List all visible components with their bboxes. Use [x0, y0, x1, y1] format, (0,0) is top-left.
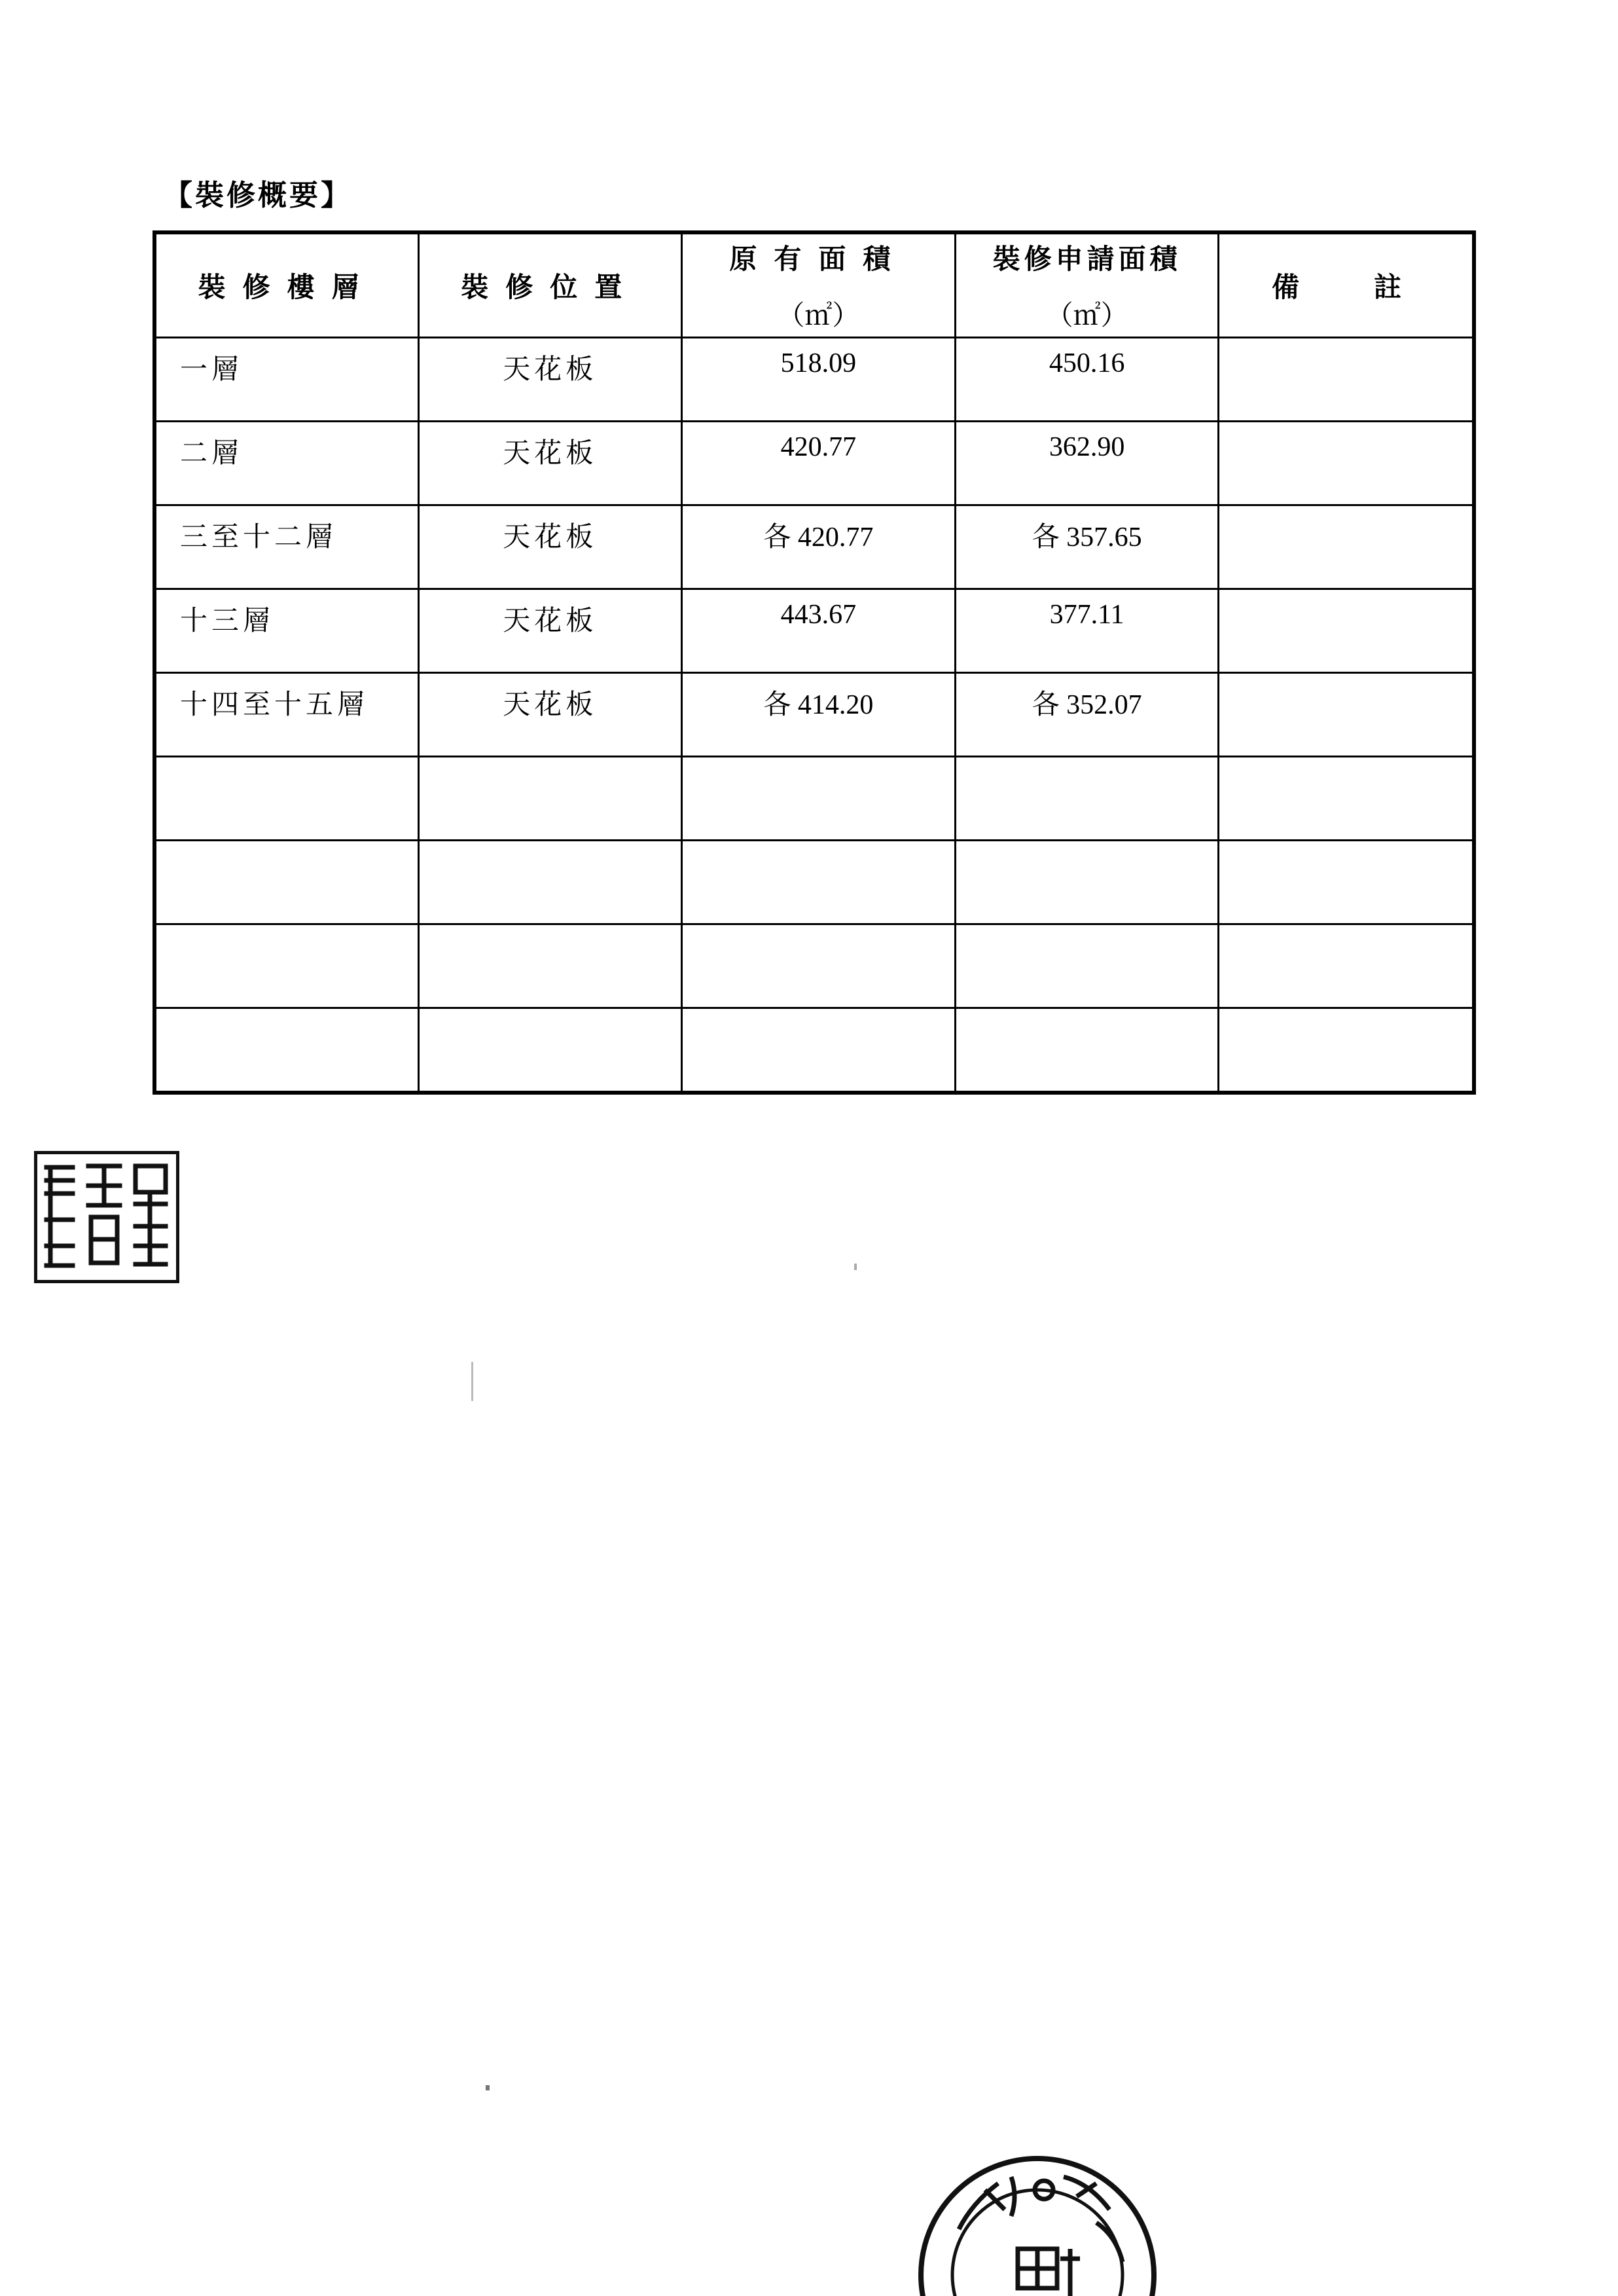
table-row [154, 673, 1474, 757]
remarks-cell [1218, 422, 1474, 505]
header-applied-area [956, 232, 1219, 338]
floor-cell [154, 841, 419, 924]
position-cell: 天花板 [419, 589, 681, 673]
remarks-cell [1218, 673, 1474, 757]
applied-area-cell [956, 757, 1219, 841]
original-area-cell [681, 924, 956, 1008]
section-title: 【裝修概要】 [164, 179, 352, 212]
header-original-area-label: 原有面積 [729, 243, 908, 275]
table-row [154, 757, 1474, 841]
floor-cell: 十三層 [154, 589, 419, 673]
remarks-cell [1218, 924, 1474, 1008]
remarks-cell [1218, 589, 1474, 673]
applied-area-cell: 377.11 [956, 589, 1219, 673]
table-row [154, 422, 1474, 505]
original-area-cell [681, 757, 956, 841]
floor-cell [154, 1008, 419, 1093]
floor-cell [154, 757, 419, 841]
original-area-cell: 420.77 [681, 422, 956, 505]
header-original-area [681, 232, 956, 338]
table-header-row [154, 232, 1474, 338]
remarks-cell [1218, 338, 1474, 422]
renovation-summary-table [153, 230, 1476, 1095]
floor-cell: 二層 [154, 422, 419, 505]
floor-cell: 三至十二層 [154, 505, 419, 589]
remarks-cell [1218, 757, 1474, 841]
original-area-cell: 443.67 [681, 589, 956, 673]
position-cell: 天花板 [419, 422, 681, 505]
header-applied-area-unit: （㎡） [1045, 299, 1128, 331]
square-seal-icon [34, 1151, 179, 1283]
table-row [154, 505, 1474, 589]
header-remarks-char-1: 備 [1271, 271, 1299, 303]
floor-cell [154, 924, 419, 1008]
floor-cell: 一層 [154, 338, 419, 422]
table-row [154, 338, 1474, 422]
floor-cell: 十四至十五層 [154, 673, 419, 757]
position-cell: 天花板 [419, 673, 681, 757]
position-cell [419, 1008, 681, 1093]
original-area-cell [681, 1008, 956, 1093]
position-cell [419, 757, 681, 841]
applied-area-cell: 362.90 [956, 422, 1219, 505]
original-area-cell: 各 420.77 [681, 505, 956, 589]
header-remarks-char-2: 註 [1373, 271, 1401, 303]
original-area-cell: 518.09 [681, 338, 956, 422]
applied-area-cell [956, 841, 1219, 924]
table-row [154, 1008, 1474, 1093]
applied-area-cell [956, 924, 1219, 1008]
applied-area-cell [956, 1008, 1219, 1093]
applied-area-cell: 450.16 [956, 338, 1219, 422]
scan-speck [471, 1362, 473, 1401]
position-cell [419, 841, 681, 924]
original-area-cell: 各 414.20 [681, 673, 956, 757]
remarks-cell [1218, 1008, 1474, 1093]
applied-area-cell: 各 352.07 [956, 673, 1219, 757]
remarks-cell [1218, 505, 1474, 589]
position-cell: 天花板 [419, 338, 681, 422]
position-cell [419, 924, 681, 1008]
scan-speck [486, 2085, 490, 2090]
table-row [154, 841, 1474, 924]
header-applied-area-label: 裝修申請面積 [992, 243, 1181, 275]
scan-speck [854, 1264, 857, 1270]
applied-area-cell: 各 357.65 [956, 505, 1219, 589]
header-floor: 裝修樓層 [154, 232, 419, 338]
header-remarks [1218, 232, 1474, 338]
header-position: 裝修位置 [419, 232, 681, 338]
original-area-cell [681, 841, 956, 924]
remarks-cell [1218, 841, 1474, 924]
table-row [154, 924, 1474, 1008]
position-cell: 天花板 [419, 505, 681, 589]
table-row [154, 589, 1474, 673]
round-seal-icon [913, 2151, 1162, 2296]
header-original-area-unit: （㎡） [777, 299, 860, 331]
